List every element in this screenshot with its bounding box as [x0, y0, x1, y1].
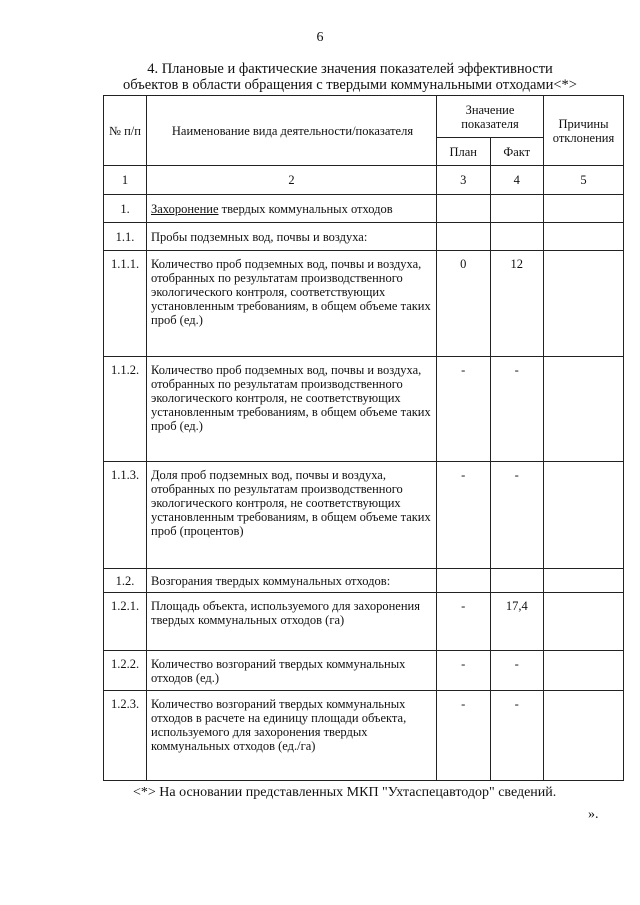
row-reason	[544, 651, 624, 691]
row-fact: 12	[490, 251, 544, 357]
row-number: 1.1.1.	[104, 251, 147, 357]
row-name-rest: твердых коммунальных отходов	[218, 201, 393, 216]
row-plan	[437, 223, 491, 251]
row-number: 1.1.3.	[104, 462, 147, 569]
row-number: 1.2.	[104, 569, 147, 593]
row-number: 1.	[104, 195, 147, 223]
section-title	[80, 61, 620, 93]
header-plan: План	[437, 138, 491, 166]
header-num: № п/п	[104, 96, 147, 166]
row-reason	[544, 462, 624, 569]
column-number: 5	[544, 166, 624, 195]
footnote: <*> На основании представленных МКП "Ухтаспецавтодор" сведений.	[133, 785, 557, 800]
row-fact	[490, 223, 544, 251]
row-name: Возгорания твердых коммунальных отходов:	[147, 569, 437, 593]
row-number: 1.1.2.	[104, 357, 147, 462]
row-number: 1.2.2.	[104, 651, 147, 691]
row-reason	[544, 223, 624, 251]
row-plan: -	[437, 357, 491, 462]
table-row	[104, 691, 624, 781]
row-fact: 17,4	[490, 593, 544, 651]
column-number: 2	[147, 166, 437, 195]
page-number: 6	[316, 30, 324, 45]
table-row	[104, 569, 624, 593]
row-fact: -	[490, 462, 544, 569]
row-plan: -	[437, 651, 491, 691]
table-row	[104, 593, 624, 651]
row-name-underlined: Захоронение	[151, 201, 219, 216]
row-name: Доля проб подземных вод, почвы и воздуха, отобранных по результатам производственного экологического контроля, не соответствующих установленным требованиям, в общем объеме таких проб (процентов)	[147, 462, 437, 569]
row-plan: -	[437, 462, 491, 569]
row-plan: 0	[437, 251, 491, 357]
row-name: Количество возгораний твердых коммунальных отходов в расчете на единицу площади объекта, используемого для захоронения твердых коммунальных отходов (ед./га)	[147, 691, 437, 781]
header-reasons: Причины отклонения	[544, 96, 624, 166]
indicators-table	[103, 95, 624, 781]
row-reason	[544, 195, 624, 223]
row-number: 1.2.1.	[104, 593, 147, 651]
row-name: Количество проб подземных вод, почвы и воздуха, отобранных по результатам производственного экологического контроля, соответствующих установленным требованиям, в общем объеме таких проб (ед.)	[147, 251, 437, 357]
row-reason	[544, 251, 624, 357]
table-row	[104, 251, 624, 357]
column-number: 1	[104, 166, 147, 195]
row-number: 1.2.3.	[104, 691, 147, 781]
column-numbers-row	[104, 166, 624, 195]
table-row	[104, 223, 624, 251]
row-name: Пробы подземных вод, почвы и воздуха:	[147, 223, 437, 251]
header-name: Наименование вида деятельности/показателя	[147, 96, 437, 166]
header-value: Значение показателя	[437, 96, 544, 138]
closing-mark: ».	[588, 807, 599, 822]
row-reason	[544, 691, 624, 781]
row-name	[147, 195, 437, 223]
row-reason	[544, 593, 624, 651]
header-fact: Факт	[490, 138, 544, 166]
column-number: 3	[437, 166, 491, 195]
row-name: Количество проб подземных вод, почвы и воздуха, отобранных по результатам производственного экологического контроля, не соответствующих установленным требованиям, в общем объеме таких проб (ед.)	[147, 357, 437, 462]
row-reason	[544, 357, 624, 462]
row-plan: -	[437, 691, 491, 781]
row-fact: -	[490, 357, 544, 462]
row-plan	[437, 569, 491, 593]
table-row	[104, 462, 624, 569]
row-number: 1.1.	[104, 223, 147, 251]
row-reason	[544, 569, 624, 593]
table-row	[104, 357, 624, 462]
row-plan: -	[437, 593, 491, 651]
row-fact: -	[490, 651, 544, 691]
row-name: Количество возгораний твердых коммунальных отходов (ед.)	[147, 651, 437, 691]
section-title-line-1: 4. Плановые и фактические значения показателей эффективности	[147, 61, 553, 77]
section-title-line-2: объектов в области обращения с твердыми коммунальными отходами<*>	[123, 77, 577, 93]
row-fact: -	[490, 691, 544, 781]
row-plan	[437, 195, 491, 223]
column-number: 4	[490, 166, 544, 195]
row-name: Площадь объекта, используемого для захоронения твердых коммунальных отходов (га)	[147, 593, 437, 651]
table-row	[104, 195, 624, 223]
row-fact	[490, 569, 544, 593]
table-row	[104, 651, 624, 691]
row-fact	[490, 195, 544, 223]
